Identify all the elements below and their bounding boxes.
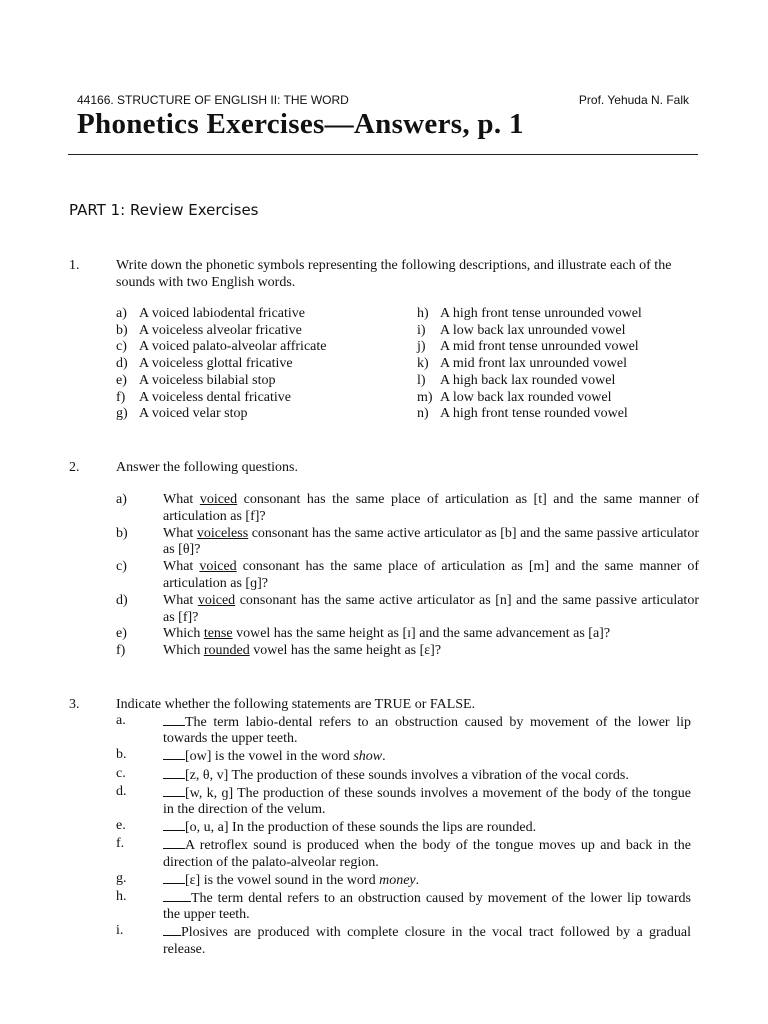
- item-letter: h.: [116, 889, 127, 905]
- item-letter: c): [116, 559, 127, 575]
- item-letter: g): [116, 406, 128, 422]
- item-text: A voiced velar stop: [139, 406, 248, 422]
- item-text-start: What: [163, 559, 200, 575]
- question-number: 2.: [69, 460, 80, 475]
- list-item: [116, 356, 416, 373]
- course-title: 44166. STRUCTURE OF ENGLISH II: THE WORD: [77, 93, 349, 107]
- item-letter: a.: [116, 713, 126, 728]
- item-text-start: What: [163, 592, 198, 608]
- list-item: [116, 559, 699, 593]
- item-letter: d): [116, 592, 128, 608]
- item-text-end: consonant has the same active articulator as [b] and the same passive articulator as [θ]?: [163, 525, 699, 558]
- item-text-end: vowel has the same height as [ɪ] and the same advancement as [a]?: [232, 626, 611, 642]
- item-letter: c): [116, 339, 127, 355]
- item-letter: d): [116, 356, 128, 372]
- list-item: [417, 406, 697, 423]
- item-text-end: consonant has the same place of articulation as [m] and the same manner of articulation as [ɡ]?: [163, 559, 699, 591]
- list-item: [116, 818, 691, 836]
- item-text: A low back lax unrounded vowel: [440, 322, 626, 338]
- item-text: A low back lax rounded vowel: [440, 389, 612, 405]
- list-item: [417, 390, 697, 407]
- item-text: A high front tense unrounded vowel: [440, 306, 642, 321]
- item-letter: b.: [116, 747, 127, 763]
- item-text-start: What: [163, 525, 197, 541]
- list-item: [116, 492, 699, 526]
- item-letter: e): [116, 372, 127, 388]
- item-text: A voiceless bilabial stop: [139, 372, 276, 388]
- question-text: Write down the phonetic symbols representing the following descriptions, and illustrate each of the sounds with two English words.: [116, 258, 672, 290]
- list-item: [417, 306, 697, 323]
- question-number: 3.: [69, 697, 80, 712]
- item-text: A mid front lax unrounded vowel: [440, 356, 628, 372]
- item-letter: b): [116, 525, 128, 541]
- item-letter: e): [116, 626, 127, 642]
- answer-blank: [163, 871, 185, 884]
- answer-blank: [163, 766, 185, 779]
- question-3: [69, 696, 699, 713]
- answer-blank: [163, 889, 191, 902]
- item-letter: k): [417, 356, 429, 372]
- item-letter: d.: [116, 783, 127, 799]
- list-item: [116, 766, 691, 784]
- item-text-start: Plosives are produced with complete closure in the vocal tract followed by a gradual release.: [163, 925, 691, 957]
- item-letter: e.: [116, 818, 126, 834]
- item-keyword: voiced: [199, 492, 238, 507]
- item-letter: c.: [116, 765, 126, 781]
- question-1: [69, 257, 699, 291]
- list-item: [116, 836, 691, 870]
- item-text: A voiceless alveolar fricative: [139, 322, 302, 338]
- item-letter: l): [417, 372, 426, 388]
- item-letter: i.: [116, 923, 124, 939]
- item-letter: g.: [116, 870, 127, 886]
- list-item: [116, 643, 699, 660]
- answer-blank: [163, 923, 181, 936]
- item-letter: a): [116, 492, 127, 507]
- item-text-start: What: [163, 492, 200, 507]
- item-letter: a): [116, 306, 127, 321]
- item-text: A high back lax rounded vowel: [440, 372, 616, 388]
- question-text: Answer the following questions.: [116, 460, 298, 475]
- item-text-end: consonant has the same active articulator as [n] and the same passive articulator as [f]?: [163, 592, 699, 625]
- part-heading: PART 1: Review Exercises: [69, 201, 259, 219]
- item-text-start: [ɛ] is the vowel sound in the word: [185, 872, 380, 888]
- item-letter: f): [116, 389, 126, 405]
- item-keyword: voiced: [197, 592, 236, 608]
- item-text-start: A retroflex sound is produced when the body of the tongue moves up and back in the direction of the palato-alveolar region.: [163, 838, 691, 870]
- list-item: [116, 871, 691, 889]
- list-item: [116, 390, 416, 407]
- item-text-start: [z, θ, v] The production of these sounds involves a vibration of the vocal cords.: [185, 767, 629, 783]
- answer-blank: [163, 836, 185, 849]
- answer-blank: [163, 747, 185, 760]
- item-text: A voiceless glottal fricative: [139, 356, 293, 372]
- header-divider: [68, 154, 698, 155]
- item-text-end: .: [382, 749, 386, 765]
- item-text: A high front tense rounded vowel: [440, 406, 628, 422]
- item-keyword: voiced: [199, 559, 237, 575]
- item-text-start: [o, u, a] In the production of these sounds the lips are rounded.: [185, 820, 537, 836]
- question-number: 1.: [69, 258, 80, 273]
- list-item: [116, 923, 691, 957]
- list-item: [116, 373, 416, 390]
- list-item: [116, 526, 699, 560]
- list-item: [116, 306, 416, 323]
- list-item: [116, 593, 699, 627]
- q1-right-column: [417, 306, 697, 423]
- item-text: A voiceless dental fricative: [139, 389, 291, 405]
- item-text: A mid front tense unrounded vowel: [440, 339, 639, 355]
- item-text-start: [ow] is the vowel in the word: [185, 749, 354, 765]
- item-text-start: The term dental refers to an obstruction caused by movement of the lower lip towards the upper teeth.: [163, 891, 691, 923]
- list-item: [116, 626, 699, 643]
- item-letter: h): [417, 306, 429, 321]
- q3-item-list: [116, 713, 691, 958]
- answer-blank: [163, 713, 185, 726]
- list-item: [116, 339, 416, 356]
- list-item: [116, 323, 416, 340]
- item-italic-word: money: [379, 872, 416, 888]
- list-item: [116, 889, 691, 923]
- item-text: A voiced labiodental fricative: [139, 306, 305, 321]
- item-text-start: [w, k, ɡ] The production of these sounds involves a movement of the body of the tongue in the direction of the velum.: [163, 785, 691, 818]
- list-item: [116, 713, 691, 747]
- item-letter: b): [116, 322, 128, 338]
- item-letter: j): [417, 339, 426, 355]
- list-item: [116, 406, 416, 423]
- item-text-end: consonant has the same place of articulation as [t] and the same manner of articulation as [f]?: [163, 492, 699, 524]
- item-letter: f.: [116, 836, 125, 852]
- item-keyword: tense: [203, 626, 233, 642]
- item-text-start: Which: [163, 626, 204, 642]
- list-item: [417, 339, 697, 356]
- answer-blank: [163, 784, 185, 797]
- item-letter: n): [417, 406, 429, 422]
- q1-left-column: [116, 306, 416, 423]
- item-text-start: The term labio-dental refers to an obstruction caused by movement of the lower lip towards the upper teeth.: [163, 715, 691, 747]
- answer-blank: [163, 818, 185, 831]
- professor-name: Prof. Yehuda N. Falk: [578, 93, 689, 107]
- item-text: A voiced palato-alveolar affricate: [139, 339, 327, 355]
- page-title: Phonetics Exercises—Answers, p. 1: [77, 108, 524, 140]
- item-text-end: vowel has the same height as [ɛ]?: [249, 643, 442, 659]
- item-text-end: .: [415, 872, 420, 888]
- list-item: [116, 747, 691, 765]
- list-item: [116, 784, 691, 818]
- item-text-start: Which: [163, 643, 204, 659]
- q2-item-list: [116, 492, 699, 660]
- item-keyword: rounded: [203, 643, 250, 659]
- item-letter: m): [417, 389, 433, 405]
- list-item: [417, 373, 697, 390]
- item-letter: i): [417, 322, 426, 338]
- item-letter: f): [116, 643, 126, 659]
- list-item: [417, 323, 697, 340]
- item-italic-word: show: [353, 749, 383, 765]
- list-item: [417, 356, 697, 373]
- question-2: [69, 459, 699, 476]
- question-text: Indicate whether the following statements are TRUE or FALSE.: [116, 697, 476, 712]
- item-keyword: voiceless: [196, 525, 249, 541]
